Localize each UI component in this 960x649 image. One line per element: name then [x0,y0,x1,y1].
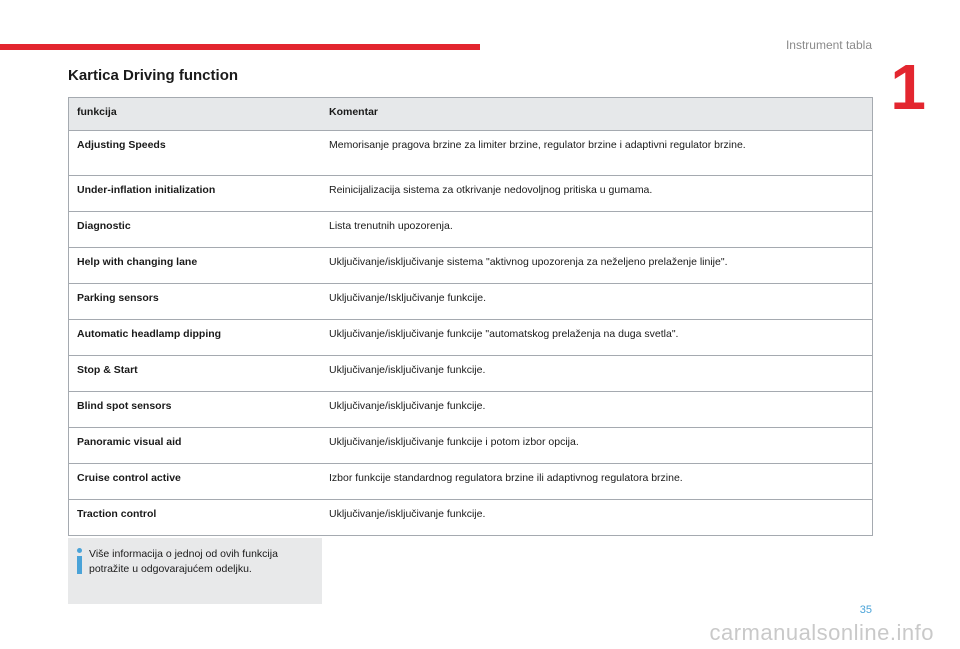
table-row [69,428,873,464]
table-row [69,248,873,284]
comment-cell: Uključivanje/isključivanje funkcije i potom izbor opcija. [321,428,873,464]
table-row [69,356,873,392]
table-row [69,320,873,356]
page-number: 35 [859,604,872,616]
function-cell: Parking sensors [69,284,322,320]
table-row [69,131,873,176]
column-header-function: funkcija [69,98,322,131]
comment-cell: Reinicijalizacija sistema za otkrivanje nedovoljnog pritiska u gumama. [321,176,873,212]
comment-cell: Uključivanje/isključivanje funkcije. [321,392,873,428]
function-cell: Traction control [69,500,322,536]
comment-cell: Lista trenutnih upozorenja. [321,212,873,248]
comment-cell: Uključivanje/isključivanje sistema "aktivnog upozorenja za neželjeno prelaženje linije". [321,248,873,284]
info-icon [76,548,83,574]
comment-cell: Uključivanje/isključivanje funkcije. [321,356,873,392]
driving-functions-table [68,97,873,536]
info-text: Više informacija o jednoj od ovih funkcija potražite u odgovarajućem odeljku. [89,548,278,575]
column-header-comment: Komentar [321,98,873,131]
table-row [69,392,873,428]
table-row [69,464,873,500]
comment-cell: Izbor funkcije standardnog regulatora brzine ili adaptivnog regulatora brzine. [321,464,873,500]
function-cell: Adjusting Speeds [69,131,322,176]
function-cell: Blind spot sensors [69,392,322,428]
chapter-title: Instrument tabla [785,38,872,52]
function-cell: Cruise control active [69,464,322,500]
table-row [69,212,873,248]
table-row [69,176,873,212]
comment-cell: Memorisanje pragova brzine za limiter brzine, regulator brzine i adaptivni regulator brzine. [321,131,873,176]
function-cell: Diagnostic [69,212,322,248]
comment-cell: Uključivanje/isključivanje funkcije "automatskog prelaženja na duga svetla". [321,320,873,356]
watermark: carmanualsonline.info [709,620,934,645]
table-row [69,500,873,536]
comment-cell: Uključivanje/isključivanje funkcije. [321,500,873,536]
table-header-row [69,98,873,131]
section-title: Kartica Driving function [68,67,239,84]
function-cell: Stop & Start [69,356,322,392]
comment-cell: Uključivanje/Isključivanje funkcije. [321,284,873,320]
function-cell: Panoramic visual aid [69,428,322,464]
function-cell: Under-inflation initialization [69,176,322,212]
function-cell: Help with changing lane [69,248,322,284]
accent-bar [0,44,480,50]
table-row [69,284,873,320]
chapter-number: 1 [890,51,926,123]
info-note [68,538,322,604]
function-cell: Automatic headlamp dipping [69,320,322,356]
